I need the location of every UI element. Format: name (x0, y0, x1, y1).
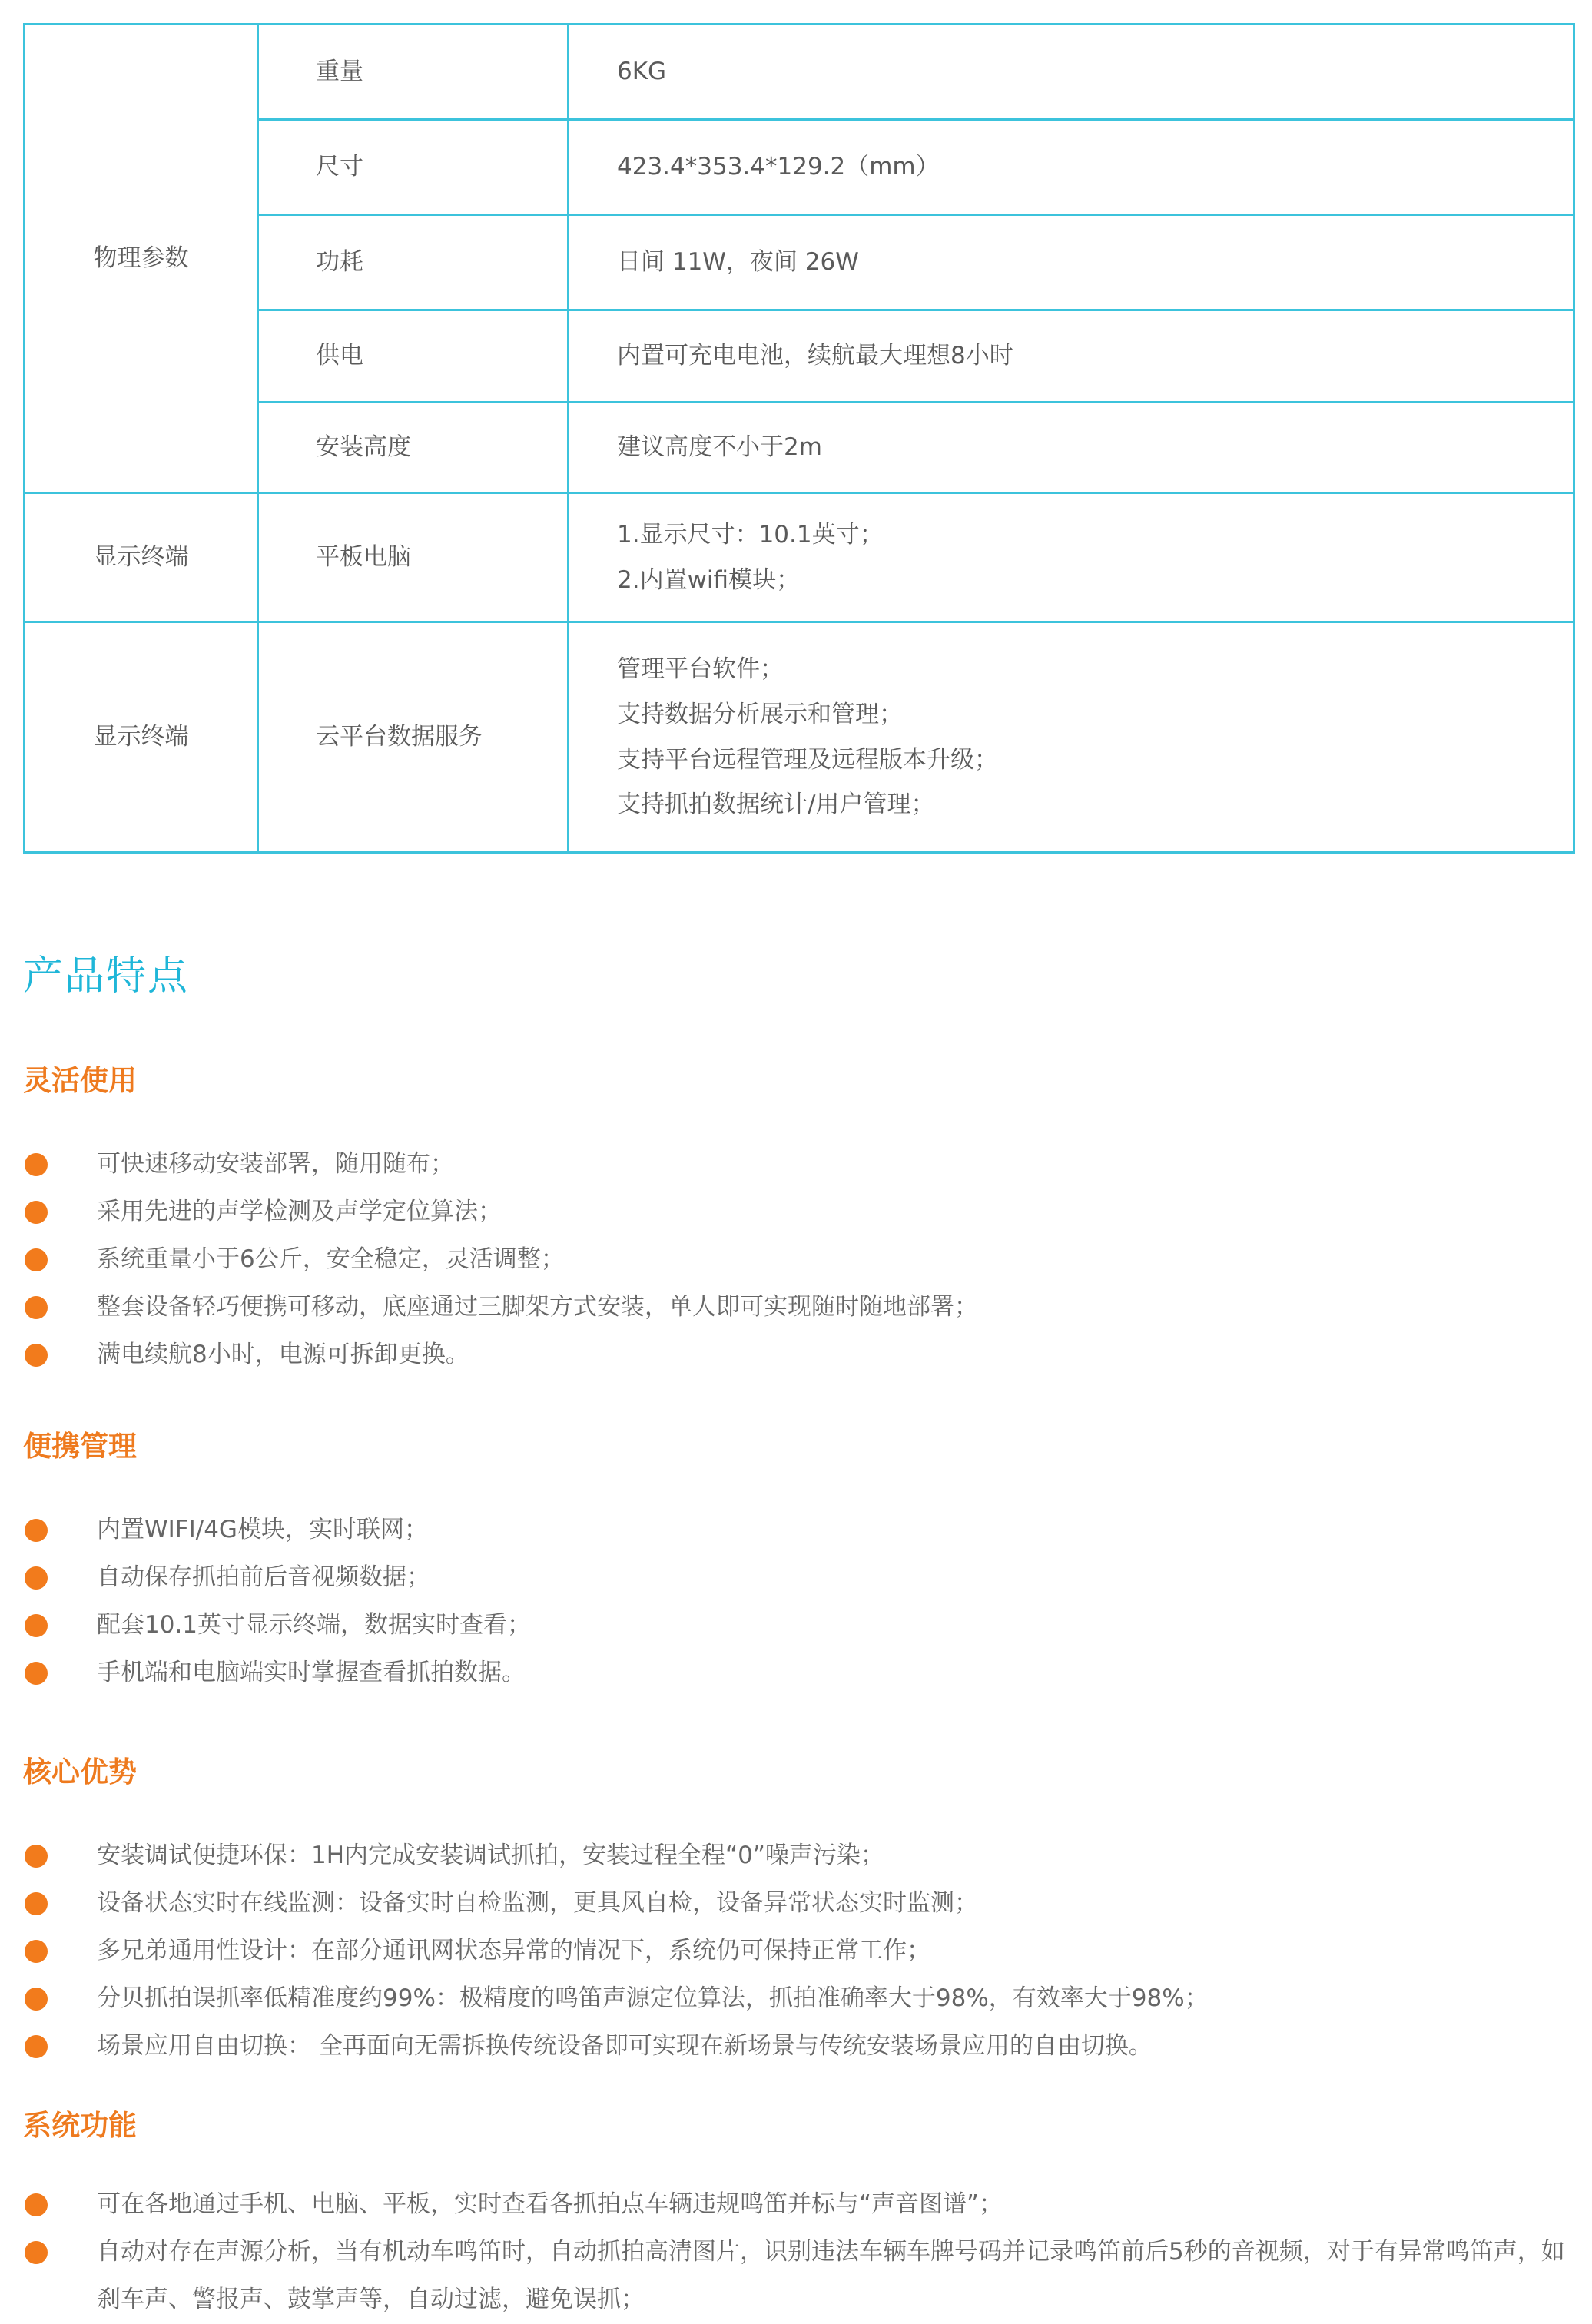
spec-value-supply: 内置可充电电池，续航最大理想8小时 (569, 310, 1574, 403)
bullet-icon (25, 1892, 48, 1915)
list-item: 整套设备轻巧便携可移动，底座通过三脚架方式安装，单人即可实现随时随地部署； (23, 1283, 1569, 1331)
section-title-functions: 系统功能 (23, 2109, 137, 2142)
spec-name-tablet: 平板电脑 (258, 493, 569, 622)
spec-name-weight: 重量 (258, 25, 569, 120)
list-item: 可快速移动安装部署，随用随布； (23, 1140, 1569, 1188)
spec-name-height: 安装高度 (258, 403, 569, 493)
bullet-icon (25, 1940, 48, 1963)
list-item: 分贝抓拍误抓率低精准度约99%：极精度的鸣笛声源定位算法，抓拍准确率大于98%，有效率大于98%； (23, 1974, 1569, 2022)
bullet-icon (25, 1662, 48, 1685)
bullet-icon (25, 1988, 48, 2011)
list-item: 自动保存抓拍前后音视频数据； (23, 1553, 1569, 1601)
spec-group-display: 显示终端 (25, 493, 258, 622)
bullet-icon (25, 1296, 48, 1319)
list-item: 系统重量小于6公斤，安全稳定，灵活调整； (23, 1235, 1569, 1283)
bullet-icon (25, 1614, 48, 1637)
list-item: 配套10.1英寸显示终端，数据实时查看； (23, 1601, 1569, 1649)
spec-value-size: 423.4*353.4*129.2（mm） (569, 120, 1574, 215)
spec-group-platform: 显示终端 (25, 622, 258, 853)
bullet-icon (25, 2193, 48, 2216)
list-item: 满电续航8小时，电源可拆卸更换。 (23, 1331, 1569, 1378)
bullet-icon (25, 1248, 48, 1271)
features-title: 产品特点 (23, 953, 190, 1000)
spec-value-weight: 6KG (569, 25, 1574, 120)
list-item: 多兄弟通用性设计：在部分通讯网状态异常的情况下，系统仍可保持正常工作； (23, 1927, 1569, 1974)
list-item: 采用先进的声学检测及声学定位算法； (23, 1188, 1569, 1235)
spec-name-size: 尺寸 (258, 120, 569, 215)
bullet-icon (25, 2035, 48, 2058)
spec-value-height: 建议高度不小于2m (569, 403, 1574, 493)
spec-value-cloud: 管理平台软件； 支持数据分析展示和管理； 支持平台远程管理及远程版本升级； 支持抓拍数据统计/用户管理； (569, 622, 1574, 853)
bullet-icon (25, 1845, 48, 1868)
spec-name-power: 功耗 (258, 215, 569, 310)
spec-value-power: 日间 11W，夜间 26W (569, 215, 1574, 310)
list-item: 手机端和电脑端实时掌握查看抓拍数据。 (23, 1649, 1569, 1696)
list-item: 自动对存在声源分析，当有机动车鸣笛时，自动抓拍高清图片，识别违法车辆车牌号码并记录鸣笛前后5秒的音视频，对于有异常鸣笛声，如刹车声、警报声、鼓掌声等，自动过滤，避免误抓； (23, 2228, 1569, 2323)
bullet-icon (25, 1153, 48, 1176)
spec-table (23, 23, 1575, 854)
list-item: 设备状态实时在线监测：设备实时自检监测，更具风自检，设备异常状态实时监测； (23, 1879, 1569, 1927)
feature-list-portable (23, 1506, 1569, 1696)
list-item: 可在各地通过手机、电脑、平板，实时查看各抓拍点车辆违规鸣笛并标与“声音图谱”； (23, 2180, 1569, 2228)
section-title-portable: 便携管理 (23, 1430, 137, 1463)
bullet-icon (25, 2241, 48, 2264)
table-row (25, 25, 1574, 120)
feature-list-flexible (23, 1140, 1569, 1378)
bullet-icon (25, 1344, 48, 1367)
bullet-icon (25, 1566, 48, 1590)
table-row (25, 493, 1574, 622)
bullet-icon (25, 1519, 48, 1542)
feature-list-functions (23, 2180, 1569, 2323)
list-item: 场景应用自由切换： 全再面向无需拆换传统设备即可实现在新场景与传统安装场景应用的自由切换。 (23, 2022, 1569, 2070)
section-title-flexible: 灵活使用 (23, 1064, 137, 1097)
bullet-icon (25, 1201, 48, 1224)
list-item: 内置WIFI/4G模块，实时联网； (23, 1506, 1569, 1553)
spec-value-tablet: 1.显示尺寸：10.1英寸； 2.内置wifi模块； (569, 493, 1574, 622)
spec-group-physical: 物理参数 (25, 25, 258, 493)
table-row (25, 622, 1574, 853)
spec-name-cloud: 云平台数据服务 (258, 622, 569, 853)
spec-name-supply: 供电 (258, 310, 569, 403)
list-item: 安装调试便捷环保：1H内完成安装调试抓拍，安装过程全程“0”噪声污染； (23, 1832, 1569, 1879)
section-title-advantages: 核心优势 (23, 1755, 137, 1789)
feature-list-advantages (23, 1832, 1569, 2070)
